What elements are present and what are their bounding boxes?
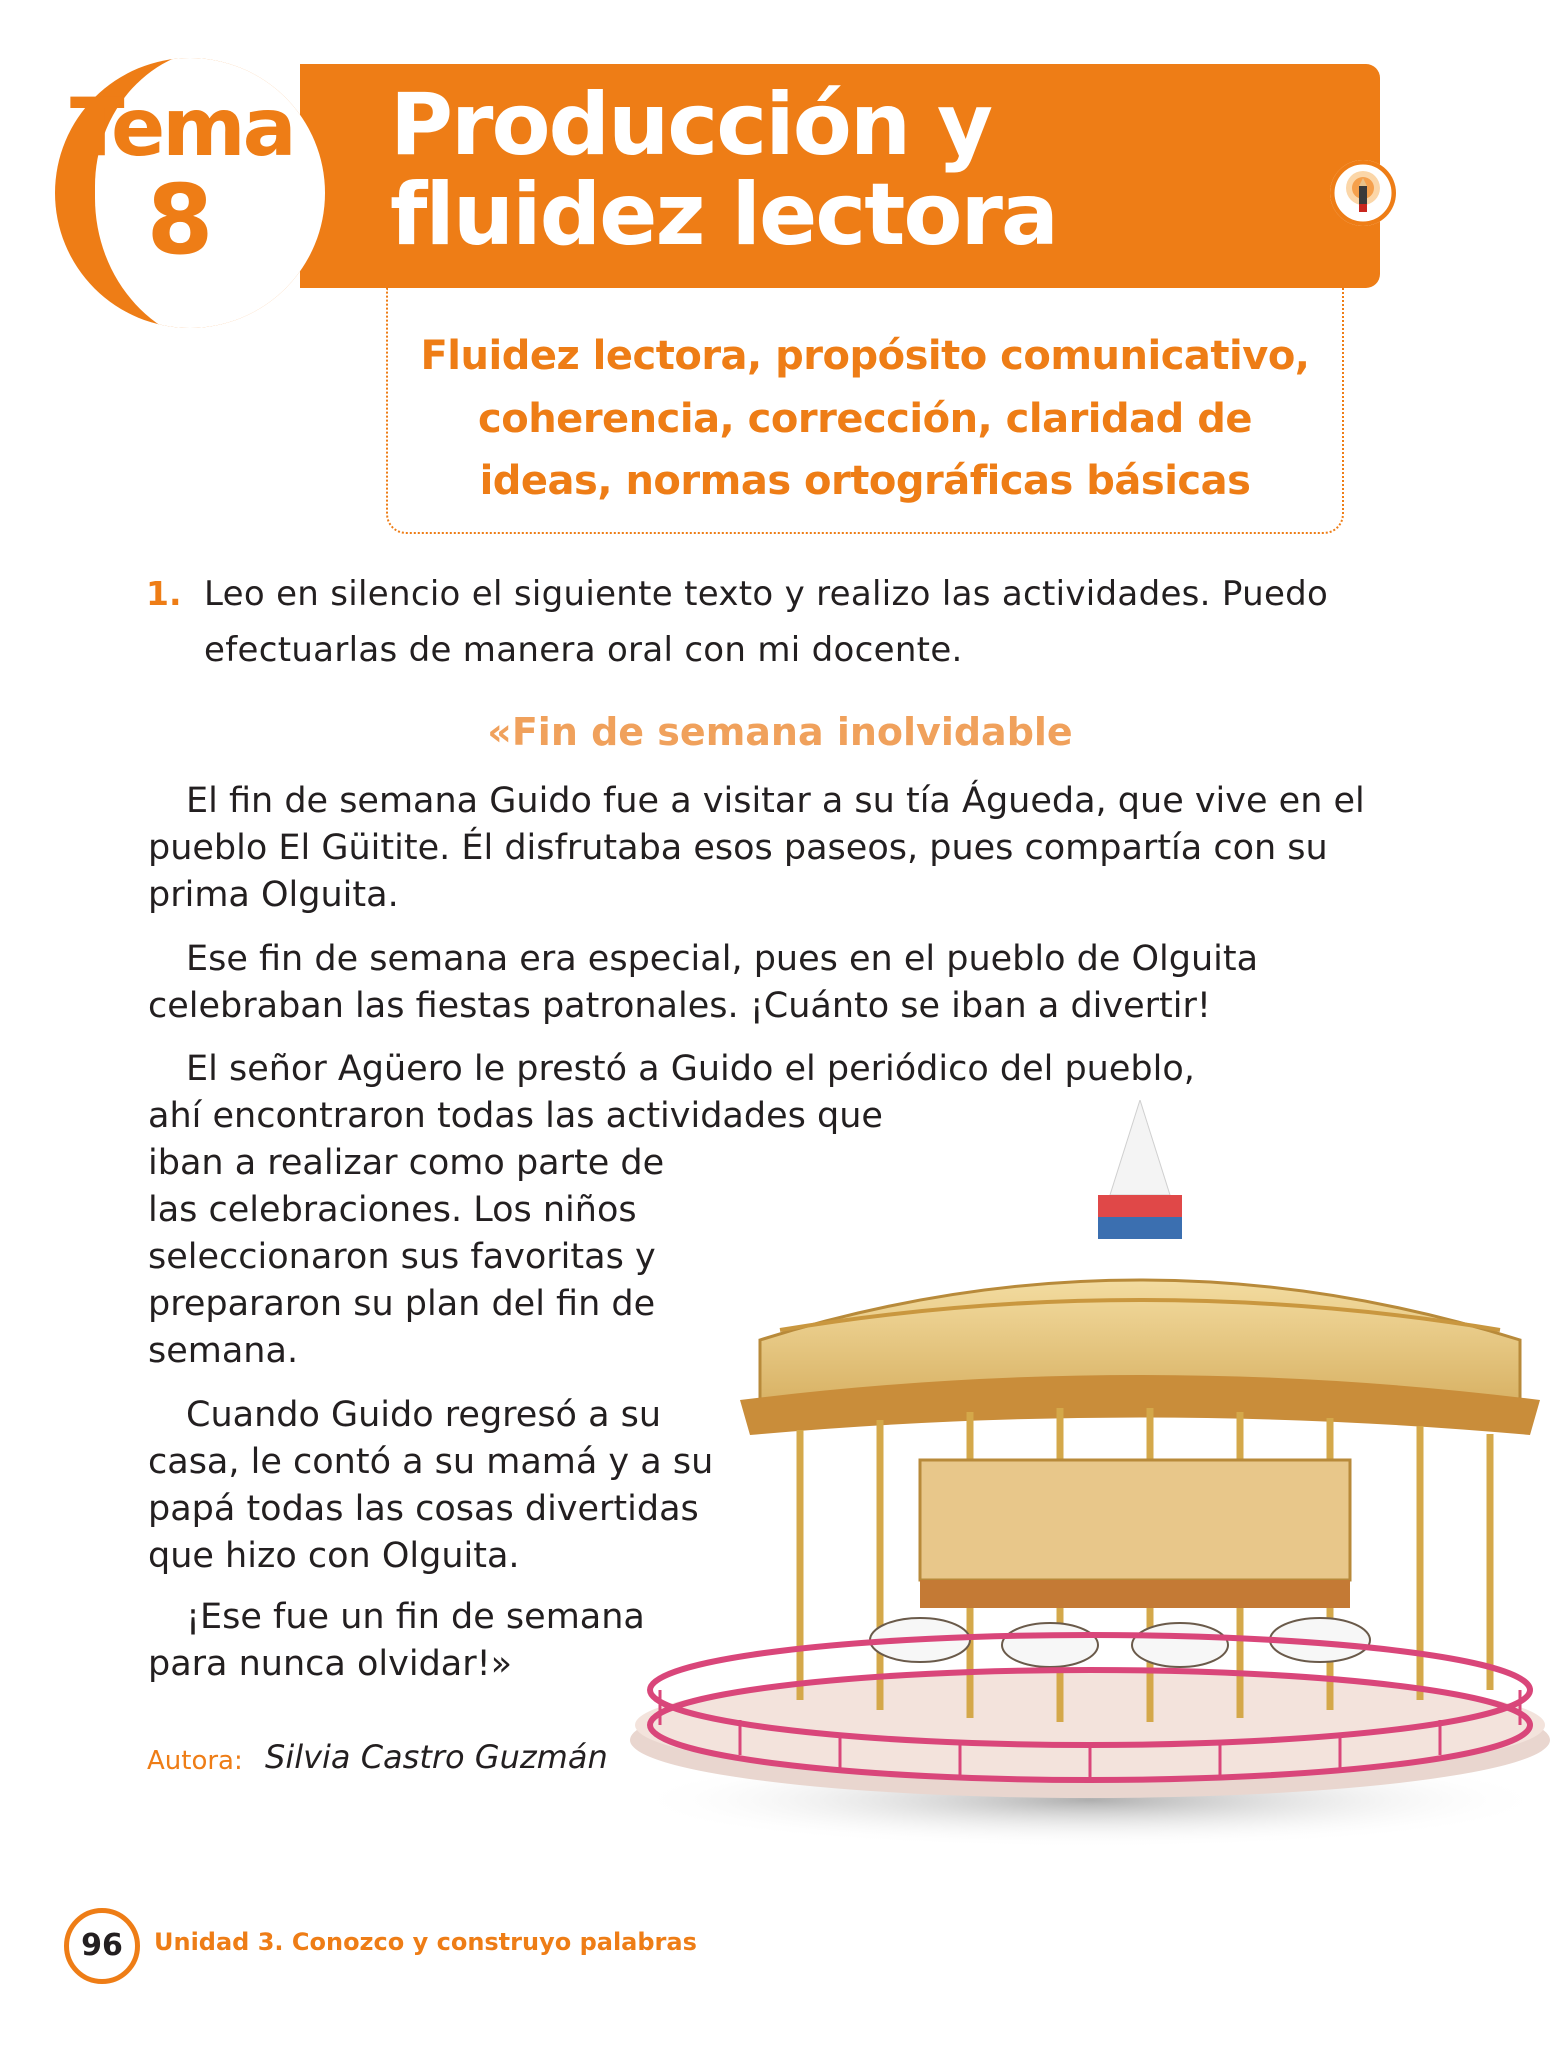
story-line: que hizo con Olguita.: [148, 1536, 520, 1576]
lightbulb-pencil-icon: [1330, 160, 1396, 226]
title-line-2: fluidez lectora: [390, 165, 1057, 265]
author-label: Autora:: [147, 1746, 243, 1776]
story-line: pueblo El Güitite. Él disfrutaba esos paseos, pues compartía con su: [148, 828, 1328, 868]
story-line: prima Olguita.: [148, 875, 399, 915]
story-line: Cuando Guido regresó a su: [186, 1395, 662, 1435]
story-paragraph-2: [148, 936, 1258, 1030]
page-number: 96: [64, 1908, 140, 1984]
topics-line-1: Fluidez lectora, propósito comunicativo,: [420, 333, 1310, 379]
story-line: Ese fin de semana era especial, pues en el pueblo de Olguita: [186, 939, 1259, 979]
story-line: seleccionaron sus favoritas y: [148, 1237, 656, 1277]
story-line: ¡Ese fue un fin de semana: [186, 1597, 645, 1637]
tema-label: Tema: [70, 81, 294, 174]
topics-line-2: coherencia, corrección, claridad de: [478, 396, 1252, 442]
activity-instructions: [204, 566, 1384, 678]
carousel-illustration: [620, 1100, 1560, 1860]
page-title: [390, 75, 1110, 265]
tema-number: 8: [146, 164, 214, 276]
story-line: papá todas las cosas divertidas: [148, 1489, 699, 1529]
activity-number: 1.: [146, 574, 182, 613]
story-line: las celebraciones. Los niños: [148, 1190, 637, 1230]
story-line: El señor Agüero le prestó a Guido el periódico del pueblo,: [186, 1049, 1195, 1089]
story-line: ahí encontraron todas las actividades que: [148, 1096, 883, 1136]
unit-footer: Unidad 3. Conozco y construyo palabras: [154, 1928, 697, 1956]
activity-line-1: Leo en silencio el siguiente texto y realizo las actividades. Puedo: [204, 574, 1329, 614]
story-paragraph-1: [148, 778, 1365, 919]
story-line: prepararon su plan del fin de: [148, 1284, 656, 1324]
story-line: semana.: [148, 1331, 299, 1371]
story-line: iban a realizar como parte de: [148, 1143, 665, 1183]
topics-line-3: ideas, normas ortográficas básicas: [479, 458, 1251, 504]
story-line: para nunca olvidar!»: [148, 1644, 513, 1684]
title-line-1: Producción y: [390, 75, 992, 175]
story-title: «Fin de semana inolvidable: [487, 710, 1073, 754]
story-line: celebraban las fiestas patronales. ¡Cuánto se iban a divertir!: [148, 986, 1211, 1026]
activity-line-2: efectuarlas de manera oral con mi docente.: [204, 630, 963, 670]
story-line: casa, le contó a su mamá y a su: [148, 1442, 714, 1482]
story-line: El fin de semana Guido fue a visitar a su tía Águeda, que vive en el: [186, 781, 1365, 821]
author-name: Silvia Castro Guzmán: [265, 1738, 608, 1776]
story-paragraph-5: [148, 1594, 645, 1688]
